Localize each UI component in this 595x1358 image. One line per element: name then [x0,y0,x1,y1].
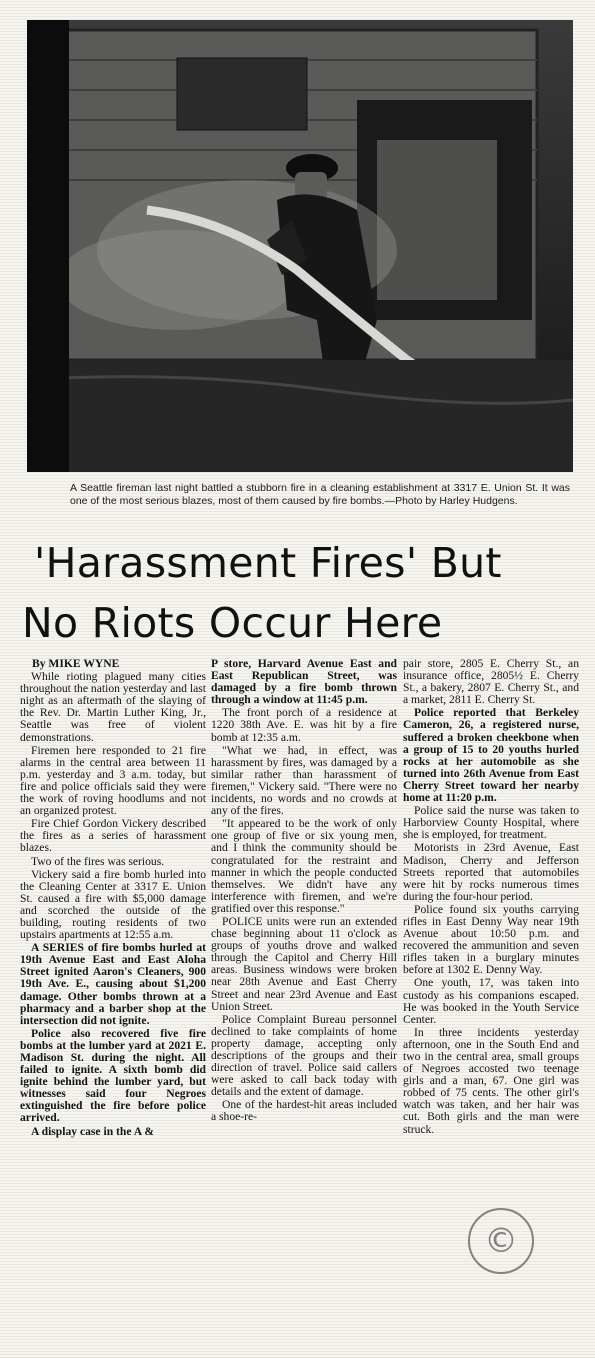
article-paragraph: Two of the fires was serious. [31,854,165,868]
article-paragraph: Police said the nurse was taken to Harborview County Hospital, where she is employed, for treatment. [403,804,579,842]
article-column-2 [211,658,397,1125]
article-paragraph: Police found six youths carrying rifles in East Denny Way near 19th Avenue about 10:50 p.m. and recovered the ammunition and seven rifles taken in a burglary minutes before at 1302 E. Denny Way. [403,902,579,977]
article-paragraph: The front porch of a residence at 1220 38th Ave. E. was hit by a fire bomb at 12:35 a.m. [211,706,397,744]
headline-line-1: 'Harassment Fires' But [34,539,502,587]
article-paragraph: A display case in the A & [31,1124,155,1138]
fire-scene-photo [27,20,573,472]
photo-caption: A Seattle fireman last night battled a stubborn fire in a cleaning establishment at 3317 E. Union St. It was one of the most serious blazes, most of them caused by fire bombs.—Photo by Harley Hudgens. [70,482,570,507]
article-paragraph: Police also recovered five fire bombs at the lumber yard at 2021 E. Madison St. during the night. All failed to ignite. A sixth bomb did ignite behind the lumber yard, but witnesses said four Negroes extinguished the fire before police arrived. [20,1026,206,1125]
copyright-stamp: © [468,1208,534,1274]
article-paragraph: While rioting plagued many cities throughout the nation yesterday and last night as an aftermath of the slaying of the Rev. Dr. Martin Luther King, Jr., Seattle was free of violent demonstrations. [20,670,206,744]
article-paragraph: Vickery said a fire bomb hurled into the Cleaning Center at 3317 E. Union St. caused a fire with $5,000 damage and scorched the outside of the building, routing residents of two upstairs apartments at 12:55 a.m. [20,867,206,942]
headline-line-2: No Riots Occur Here [22,599,443,647]
article-paragraph: One of the hardest-hit areas included a shoe-re- [211,1098,397,1124]
article-paragraph: One youth, 17, was taken into custody as his companions escaped. He was booked in the Youth Service Center. [403,976,579,1026]
article-paragraph: POLICE units were run an extended chase beginning about 11 o'clock as groups of youths drove and walked through the Capitol and Cherry Hill areas. Business windows were broken near 28th Avenue and East Cherry Street and near 23rd Avenue and East Union Street. [211,914,397,1013]
article-column-3 [403,658,579,1137]
article-paragraph: "What we had, in effect, was harassment by fires, was damaged by a similar rather than harassment of firemen," Vickery said. "There were no incidents, no words and no crowds at any of the fires. [211,743,397,818]
article-paragraph: pair store, 2805 E. Cherry St., an insurance office, 2805½ E. Cherry St., a bakery, 2807 E. Cherry St., and a market, 2811 E. Cherry St. [403,657,579,707]
article-column-1 [20,658,206,1139]
article-paragraph: Police reported that Berkeley Cameron, 26, a registered nurse, suffered a broken cheekbone when a group of 15 to 20 youths hurled rocks at her automobile as she turned into 26th Avenue from East Cherry Street toward her nearby home at 11:20 p.m. [403,706,579,805]
fire-scene-illustration [27,20,573,472]
article-paragraph: Police Complaint Bureau personnel declined to take complaints of home property damage, accepting only descriptions of the groups and their direction of travel. Police said callers were asked to call back today with details and the extent of damage. [211,1012,397,1099]
article-paragraph: "It appeared to be the work of only one group of five or six young men, and I think the community should be congratulated for the restraint and manner in which the people conducted themselves. We didn't have any interference with firemen, and we're gratified over this response." [211,817,397,915]
article-paragraph: Fire Chief Gordon Vickery described the fires as a series of harassment blazes. [20,817,206,855]
article-paragraph: In three incidents yesterday afternoon, one in the South End and two in the central area, small groups of Negroes accosted two teenage girls and a man, 67. One girl was robbed of 75 cents. The other girl's watch was taken, and her hair was cut. Both girls and the man were struck. [403,1025,579,1136]
article-paragraph: A SERIES of fire bombs hurled at 19th Avenue East and East Aloha Street ignited Aaron's Cleaners, 900 19th Ave. E., causing about $1,200 damage. Other bombs thrown at a pharmacy and a barber shop at the intersection did not ignite. [20,941,206,1027]
article-paragraph: P store, Harvard Avenue East and East Republican Street, was damaged by a fire bomb thrown through a window at 11:45 p.m. [211,657,397,707]
article-paragraph: Motorists in 23rd Avenue, East Madison, Cherry and Jefferson Streets reported that automobiles were hit by rocks numerous times during the four-hour period. [403,841,579,903]
article-paragraph: Firemen here responded to 21 fire alarms in the central area between 11 p.m. yesterday and 3 a.m. today, but fire and police officials said they were the work of roving hoodlums and not an organized protest. [20,743,206,818]
building-sign [177,58,307,130]
byline: By MIKE WYNE [32,657,120,670]
